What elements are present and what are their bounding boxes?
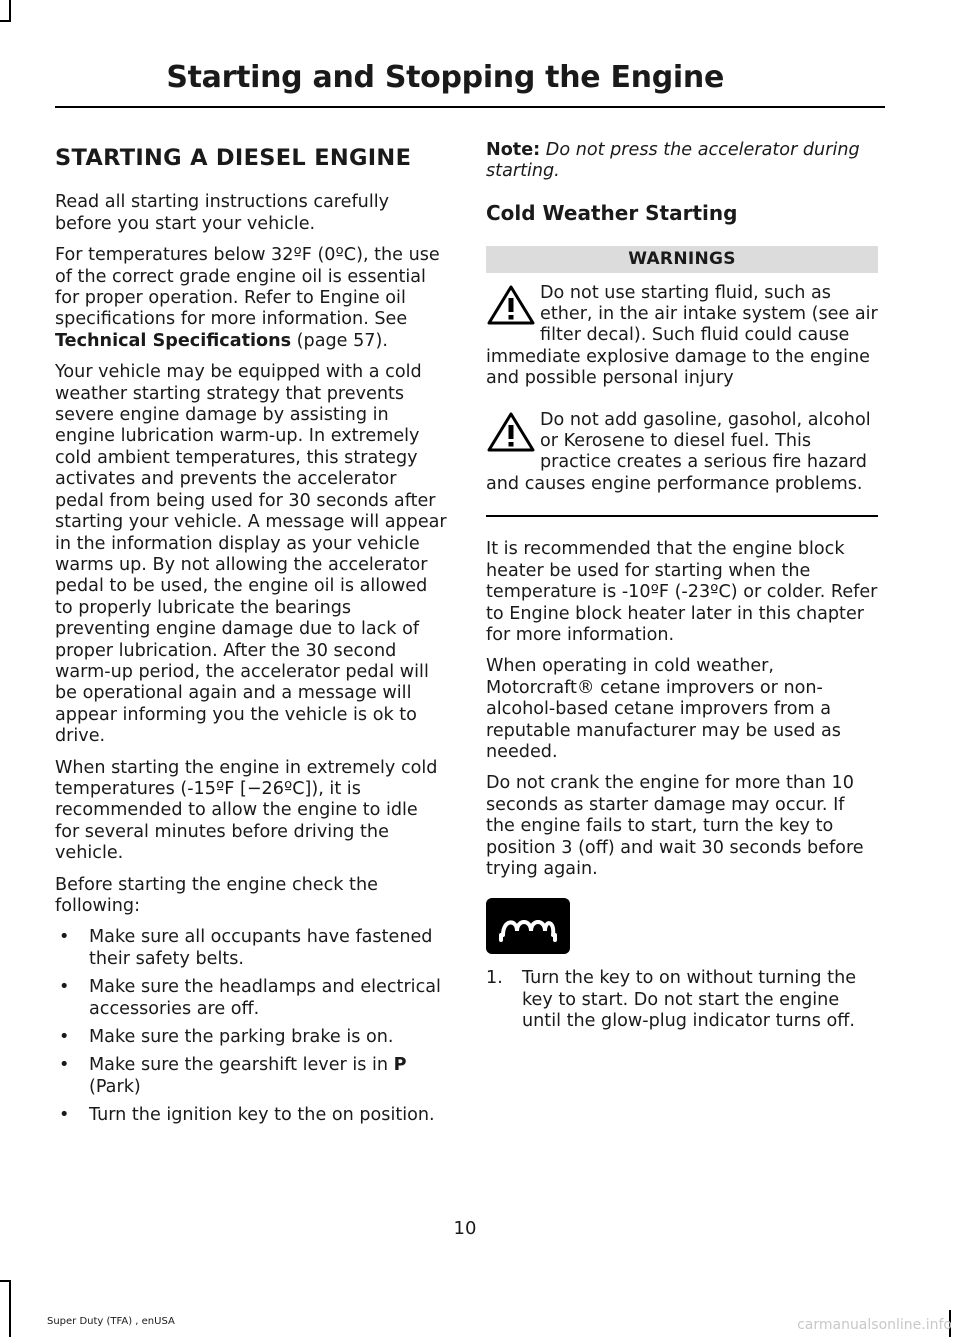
- list-item: [55, 1055, 447, 1098]
- checklist-intro: Before starting the engine check the following:: [55, 874, 378, 916]
- page-header-title: Starting and Stopping the Engine: [166, 60, 724, 95]
- warning-text: Do not use starting fluid, such as ether, in the air intake system (see air filter decal). Such fluid could cause immediate explosive damage to the engine and possible personal injury: [486, 282, 878, 389]
- intro-paragraph: Read all starting instructions carefully before you start your vehicle.: [55, 192, 390, 234]
- section-heading: STARTING A DIESEL ENGINE: [55, 145, 412, 171]
- right-column: [486, 140, 878, 1033]
- list-item-tail: (Park): [89, 1076, 141, 1097]
- crop-mark-top-left-h: [0, 20, 11, 22]
- warning-triangle-icon: [486, 410, 536, 454]
- list-item: [55, 977, 447, 1020]
- technical-specifications-link[interactable]: Technical Specifications: [55, 330, 292, 351]
- bullet-glyph: •: [59, 927, 70, 948]
- glow-plug-icon: [486, 898, 570, 954]
- bullet-glyph: •: [59, 977, 70, 998]
- crop-mark-bottom-left: [9, 1280, 11, 1337]
- idle-paragraph: When starting the engine in extremely cold temperatures (-15ºF [−26ºC]), it is recommended to allow the engine to idle for several minutes before driving the vehicle.: [55, 757, 438, 864]
- step-number: 1.: [486, 968, 503, 989]
- park-symbol: P: [393, 1055, 407, 1076]
- checklist: [55, 927, 447, 1126]
- cold-weather-heading: Cold Weather Starting: [486, 200, 738, 225]
- list-item: [55, 927, 447, 970]
- cetane-paragraph: When operating in cold weather, Motorcraft® cetane improvers or non-alcohol-based cetane improvers from a reputable manufacturer may be used as needed.: [486, 656, 841, 762]
- note-text: Do not press the accelerator during starting.: [486, 140, 860, 182]
- list-item-text: Make sure the parking brake is on.: [89, 1027, 394, 1048]
- oil-paragraph-text: For temperatures below 32ºF (0ºC), the use of the correct grade engine oil is essential for proper operation. Refer to Engine oil specifications for more information. See: [55, 245, 440, 330]
- warning-text: Do not add gasoline, gasohol, alcohol or Kerosene to diesel fuel. This practice creates a serious fire hazard and causes engine performance problems.: [486, 409, 871, 494]
- list-item-text: Make sure the headlamps and electrical accessories are off.: [89, 977, 441, 1019]
- warning-item: [486, 410, 878, 496]
- warning-item: [486, 283, 878, 390]
- list-item-text: Turn the ignition key to the on position.: [89, 1105, 435, 1126]
- crop-mark-top-left: [9, 0, 11, 20]
- step-text: Turn the key to on without turning the key to start. Do not start the engine until the glow-plug indicator turns off.: [522, 968, 857, 1032]
- warnings-divider: [486, 515, 878, 517]
- bullet-glyph: •: [59, 1027, 70, 1048]
- block-heater-paragraph: It is recommended that the engine block heater be used for starting when the temperature is -10ºF (-23ºC) or colder. Refer to Engine block heater later in this chapter for more information.: [486, 539, 878, 645]
- bullet-glyph: •: [59, 1055, 70, 1076]
- header-rule: [55, 106, 885, 108]
- steps-list: [486, 968, 878, 1032]
- cold-weather-strategy-paragraph: Your vehicle may be equipped with a cold weather starting strategy that prevents severe engine damage by assisting in engine lubrication warm-up. In extremely cold ambient temperatures, this strategy activates and prevents the accelerator pedal from being used for 30 seconds after starting your vehicle. A message will appear in the information display as your vehicle warms up. By not allowing the accelerator pedal to be used, the engine oil is allowed to properly lubricate the bearings preventing engine damage due to lack of proper lubrication. After the 30 second warm-up period, the accelerator pedal will be operational again and a message will appear informing you the vehicle is ok to drive.: [55, 362, 447, 747]
- glow-plug-coil-icon: [497, 909, 559, 943]
- list-item-text: Make sure the gearshift lever is in: [89, 1055, 394, 1076]
- list-item-text: Make sure all occupants have fastened their safety belts.: [89, 927, 433, 969]
- list-item: [55, 1105, 447, 1126]
- step-item: [486, 968, 878, 1032]
- oil-paragraph: [55, 245, 447, 352]
- footer-text: Super Duty (TFA) , enUSA: [47, 1316, 175, 1327]
- bullet-glyph: •: [59, 1105, 70, 1126]
- note: [486, 140, 878, 183]
- watermark: carmanualsonline.info: [797, 1317, 952, 1333]
- note-label: Note:: [486, 140, 541, 160]
- crop-mark-bottom-left-h: [0, 1280, 11, 1282]
- warnings-header: WARNINGS: [486, 246, 878, 272]
- page-number: 10: [453, 1218, 477, 1239]
- page-reference: (page 57).: [291, 330, 388, 351]
- crank-paragraph: Do not crank the engine for more than 10 seconds as starter damage may occur. If the engine fails to start, turn the key to position 3 (off) and wait 30 seconds before trying again.: [486, 773, 864, 879]
- warning-triangle-icon: [486, 283, 536, 327]
- list-item: [55, 1027, 447, 1048]
- left-column: [55, 140, 447, 1134]
